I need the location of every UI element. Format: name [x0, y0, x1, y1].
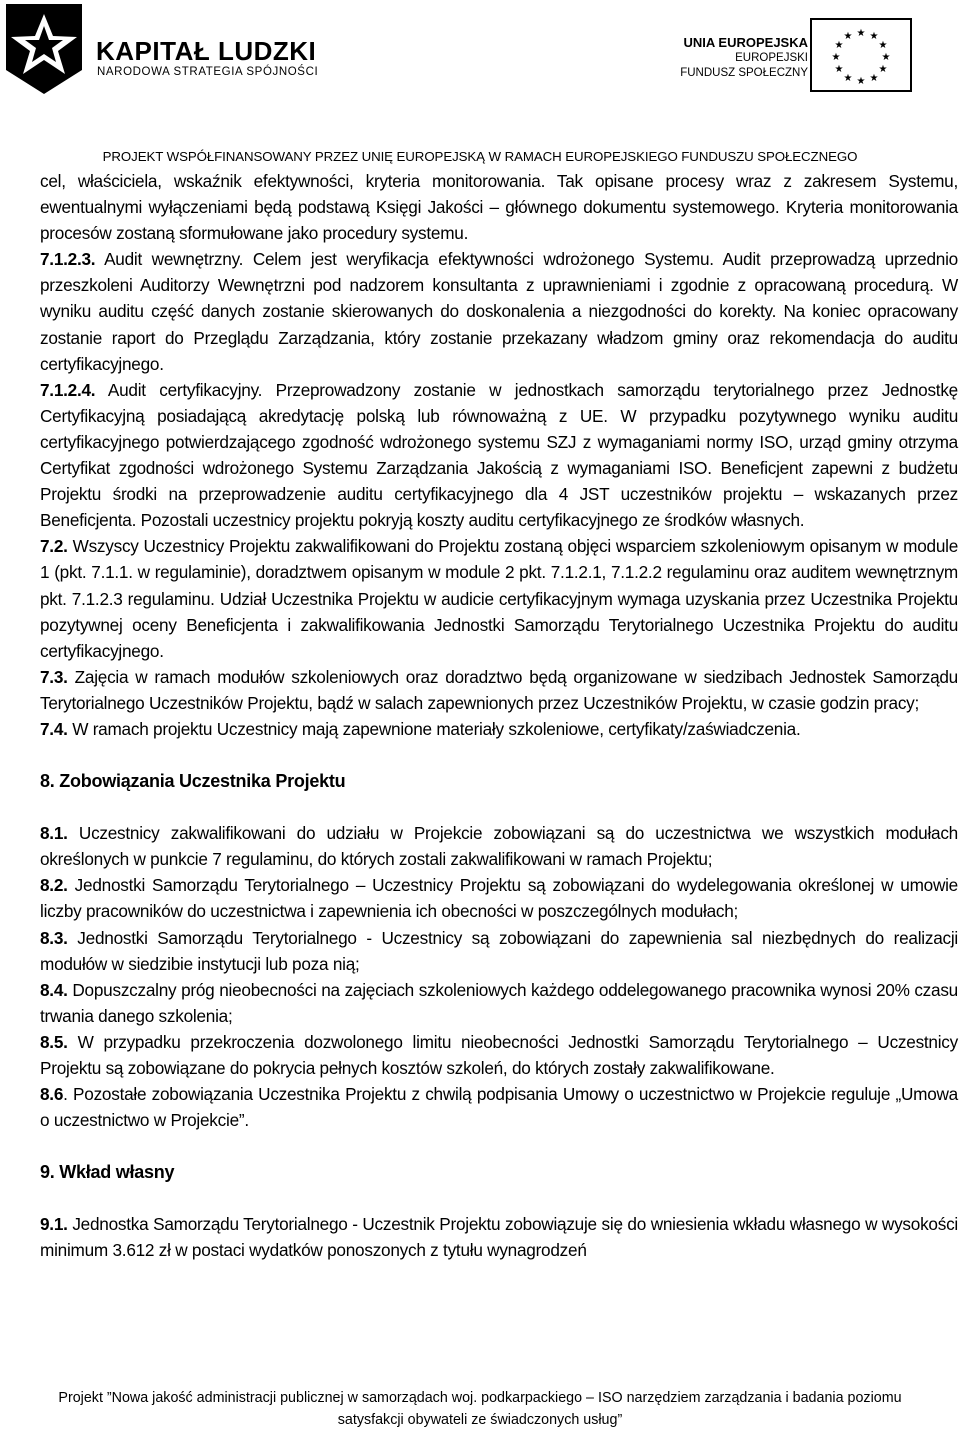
svg-text:★: ★	[856, 28, 866, 39]
footer-line-2: satysfakcji obywateli ze świadczonych usług”	[337, 1412, 623, 1428]
svg-text:★: ★	[834, 40, 844, 51]
section-number: 8.4.	[40, 979, 68, 1000]
footer-line-1: Projekt ”Nowa jakość administracji publicznej w samorządach woj. podkarpackiego – ISO narzędziem zarządzania i badania poziomu	[58, 1390, 902, 1406]
paragraph-8-5	[40, 1029, 958, 1081]
page-header	[0, 0, 960, 164]
eu-flag-icon	[810, 18, 912, 92]
paragraph-text: . Pozostałe zobowiązania Uczestnika Projektu z chwilą podpisania Umowy o uczestnictwo w Projekcie reguluje „Umowa o uczestnictwo w Projekcie”.	[40, 1084, 958, 1131]
paragraph-7-1-2-3	[40, 246, 958, 376]
svg-text:★: ★	[869, 31, 879, 42]
eu-line-1: UNIA EUROPEJSKA	[683, 35, 808, 50]
eu-logo-text	[668, 34, 808, 81]
section-heading-8: 8. Zobowiązania Uczestnika Projektu	[40, 771, 346, 792]
section-heading-9: 9. Wkład własny	[40, 1162, 175, 1183]
paragraph-text: W przypadku przekroczenia dozwolonego limitu nieobecności Jednostki Samorządu Terytorialnego – Uczestnicy Projektu są zobowiązane do pokrycia pełnych kosztów szkoleń, do których zostały zakwalifikowane.	[40, 1031, 958, 1078]
paragraph-text: Audit certyfikacyjny. Przeprowadzony zostanie w jednostkach samorządu terytorialnego przez Jednostkę Certyfikacyjną posiadającą akredytację polską lub równoważną z UE. W przypadku pozytywnego wyniku auditu certyfikacyjnego potwierdzającego zgodność wdrożonego systemu SZJ z wymaganiami normy ISO, urząd gminy otrzyma Certyfikat zgodności wdrożonego Systemu Zarządzania Jakością z wymaganiami ISO. Beneficjent zapewni z budżetu Projektu środki na przeprowadzenie auditu certyfikacyjnego dla 4 JST uczestników projektu – wskazanych przez Beneficjenta. Pozostali uczestnicy projektu pokryją koszty auditu certyfikacyjnego ze środków własnych.	[40, 379, 958, 531]
section-number: 7.1.2.3.	[40, 249, 96, 270]
kapital-ludzki-subtitle: NARODOWA STRATEGIA SPÓJNOŚCI	[97, 66, 319, 78]
svg-text:★: ★	[843, 31, 853, 42]
section-number: 8.6	[40, 1084, 64, 1105]
paragraph-text: Uczestnicy zakwalifikowani do udziału w Projekcie zobowiązani są do uczestnictwa we wszystkich modułach określonych w punkcie 7 regulaminu, do których zostali zakwalifikowani w ramach Projektu;	[40, 823, 958, 870]
paragraph-text: W ramach projektu Uczestnicy mają zapewnione materiały szkoleniowe, certyfikaty/zaświadczenia.	[67, 718, 801, 739]
section-number: 8.2.	[40, 875, 68, 896]
paragraph-8-2	[40, 872, 958, 924]
paragraph-8-3	[40, 925, 958, 977]
section-number: 9.1.	[40, 1214, 68, 1235]
section-number: 7.3.	[40, 666, 68, 687]
paragraph-8-1	[40, 820, 958, 872]
paragraph-text: Zajęcia w ramach modułów szkoleniowych oraz doradztwo będą organizowane w siedzibach Jednostek Samorządu Terytorialnego Uczestników Projektu, bądź w salach zapewnionych przez Uczestników Projektu, w czasie godzin pracy;	[40, 666, 958, 713]
paragraph-8-4	[40, 977, 958, 1029]
section-number: 7.2.	[40, 536, 68, 557]
svg-text:★: ★	[881, 52, 891, 63]
paragraph-text: Jednostki Samorządu Terytorialnego – Uczestnicy Projektu są zobowiązani do wydelegowania określonej w umowie liczby pracowników do uczestnictwa i zapewnienia ich obecności w poszczególnych modułach;	[40, 875, 958, 922]
paragraph-7-2	[40, 533, 958, 663]
paragraph-7-3	[40, 664, 958, 716]
section-number: 8.5.	[40, 1031, 68, 1052]
svg-text:★: ★	[878, 40, 888, 51]
svg-text:★: ★	[869, 73, 879, 84]
section-number: 8.1.	[40, 823, 68, 844]
paragraph-7-4	[40, 716, 958, 742]
section-number: 7.4.	[40, 718, 68, 739]
paragraph-7-1-2-4	[40, 377, 958, 534]
document-body	[40, 168, 958, 1264]
paragraph-text: Jednostka Samorządu Terytorialnego - Uczestnik Projektu zobowiązuje się do wniesienia wkładu własnego w wysokości minimum 3.612 zł w postaci wydatków ponoszonych z tytułu wynagrodzeń	[40, 1214, 958, 1261]
paragraph-text: Dopuszczalny próg nieobecności na zajęciach szkoleniowych każdego oddelegowanego pracownika wynosi 20% czasu trwania danego szkolenia;	[40, 979, 958, 1026]
paragraph-text: Audit wewnętrzny. Celem jest weryfikacja efektywności wdrożonego Systemu. Audit przeprowadzą uprzednio przeszkoleni Auditorzy Wewnętrzni pod nadzorem konsultanta z uprawnieniami i zgodnie z opracowaną procedurą. W wyniku auditu część danych zostanie skierowanych do doskonalenia a niezgodności do korekty. Na koniec opracowany zostanie raport do Przeglądu Zarządzania, który zostanie przekazany władzom gminy oraz rekomendacja do auditu certyfikacyjnego.	[40, 249, 958, 374]
kapital-ludzki-logo-icon	[6, 4, 82, 94]
svg-text:★: ★	[878, 64, 888, 75]
section-number: 7.1.2.4.	[40, 379, 96, 400]
eu-line-2: EUROPEJSKI	[735, 52, 808, 64]
paragraph-8-6	[40, 1081, 958, 1133]
section-number: 8.3.	[40, 927, 68, 948]
svg-text:★: ★	[831, 52, 841, 63]
paragraph-continuation: cel, właściciela, wskaźnik efektywności, kryteria monitorowania. Tak opisane procesy wraz z zakresem Systemu, ewentualnymi wyłączeniami będą podstawą Księgi Jakości – głównego dokumentu systemowego. Kryteria monitorowania procesów zostaną sformułowane jako procedury systemu.	[40, 171, 958, 244]
paragraph-9-1	[40, 1211, 958, 1263]
paragraph-text: Jednostki Samorządu Terytorialnego - Uczestnicy są zobowiązani do zapewnienia sal niezbędnych do realizacji modułów w siedzibie instytucji lub poza nią;	[40, 927, 958, 974]
svg-text:★: ★	[834, 64, 844, 75]
page-footer	[0, 1387, 960, 1431]
eu-line-3: FUNDUSZ SPOŁECZNY	[680, 67, 808, 79]
project-cofinancing-line: PROJEKT WSPÓŁFINANSOWANY PRZEZ UNIĘ EUROPEJSKĄ W RAMACH EUROPEJSKIEGO FUNDUSZU SPOŁECZNEGO	[102, 149, 858, 164]
svg-text:★: ★	[843, 73, 853, 84]
paragraph-text: Wszyscy Uczestnicy Projektu zakwalifikowani do Projektu zostaną objęci wsparciem szkoleniowym opisanym w module 1 (pkt. 7.1.1. w regulaminie), doradztwem opisanym w module 2 pkt. 7.1.2.1, 7.1.2.2 regulaminu oraz auditem wewnętrznym pkt. 7.1.2.3 regulaminu. Udział Uczestnika Projektu w audicie certyfikacyjnym wymaga uzyskania przez Uczestnika Projektu pozytywnej oceny Beneficjenta i zakwalifikowania Jednostki Samorządu Terytorialnego Uczestnika Projektu do auditu certyfikacyjnego.	[40, 536, 958, 661]
kapital-ludzki-title: KAPITAŁ LUDZKI	[96, 36, 317, 66]
svg-text:★: ★	[856, 76, 866, 87]
